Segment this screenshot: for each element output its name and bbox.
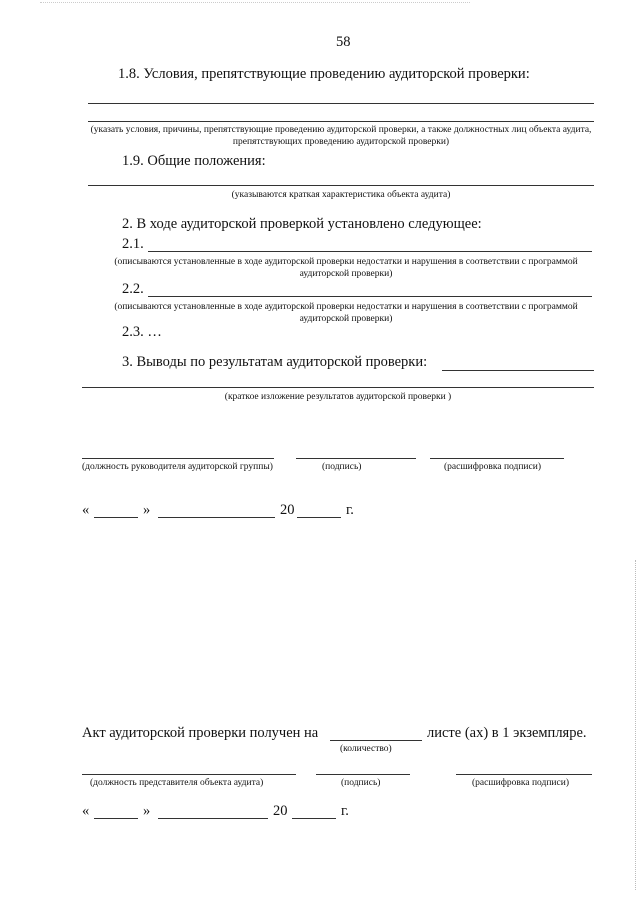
fill-line[interactable] [442,370,594,371]
position-line[interactable] [82,458,274,459]
sign2-decode-note: (расшифровка подписи) [472,778,569,788]
item-2-1-label: 2.1. [122,236,144,252]
fill-line[interactable] [88,121,594,122]
scan-edge [635,560,636,890]
sign1-decode-note: (расшифровка подписи) [444,462,541,472]
quantity-line[interactable] [330,740,422,741]
date1-close-quote: » [143,502,151,518]
receipt-text-after: листе (ах) в 1 экземпляре. [427,725,587,741]
item-2-2-note: (описываются установленные в ходе аудиторской проверки недостатки и нарушения в соответствии с программой аудиторской проверки) [114,302,578,324]
fill-line[interactable] [88,185,594,186]
fill-line[interactable] [82,387,594,388]
fill-line[interactable] [148,296,592,297]
date2-open-quote: « [82,803,90,819]
date1-day-line[interactable] [94,517,138,518]
date2-year-prefix: 20 [273,803,288,819]
date2-year-suffix: г. [341,803,349,819]
section-3-heading: 3. Выводы по результатам аудиторской проверки: [122,354,428,370]
signature-line[interactable] [316,774,410,775]
section-1-9-heading: 1.9. Общие положения: [122,153,266,169]
fill-line[interactable] [148,251,592,252]
item-2-2-label: 2.2. [122,281,144,297]
section-3-note: (краткое изложение результатов аудиторской проверки ) [224,392,452,402]
item-2-3-label: 2.3. … [122,324,162,340]
date1-year-prefix: 20 [280,502,295,518]
sign1-signature-note: (подпись) [322,462,362,472]
section-1-8-heading: 1.8. Условия, препятствующие проведению аудиторской проверки: [118,66,530,82]
date1-month-line[interactable] [158,517,275,518]
scan-artifact [40,2,470,3]
quantity-note: (количество) [340,744,392,754]
sign1-position-note: (должность руководителя аудиторской группы) [82,462,273,472]
decode-line[interactable] [456,774,592,775]
section-2-heading: 2. В ходе аудиторской проверкой установлено следующее: [122,216,482,232]
date2-close-quote: » [143,803,151,819]
sign2-signature-note: (подпись) [341,778,381,788]
item-2-1-note: (описываются установленные в ходе аудиторской проверки недостатки и нарушения в соответствии с программой аудиторской проверки) [114,257,578,279]
date1-open-quote: « [82,502,90,518]
receipt-text-before: Акт аудиторской проверки получен на [82,725,319,741]
date2-month-line[interactable] [158,818,268,819]
decode-line[interactable] [430,458,564,459]
date1-year-suffix: г. [346,502,354,518]
date2-day-line[interactable] [94,818,138,819]
fill-line[interactable] [88,103,594,104]
signature-line[interactable] [296,458,416,459]
sign2-position-note: (должность представителя объекта аудита) [90,778,264,788]
date1-year-line[interactable] [297,517,341,518]
section-1-8-note: (указать условия, причины, препятствующие проведению аудиторской проверки, а также должностных лиц объекта аудита, препятствующих проведению аудиторской проверки) [90,125,592,147]
section-1-9-note: (указываются краткая характеристика объекта аудита) [231,190,451,200]
position-line[interactable] [82,774,296,775]
page-number: 58 [336,34,351,50]
date2-year-line[interactable] [292,818,336,819]
